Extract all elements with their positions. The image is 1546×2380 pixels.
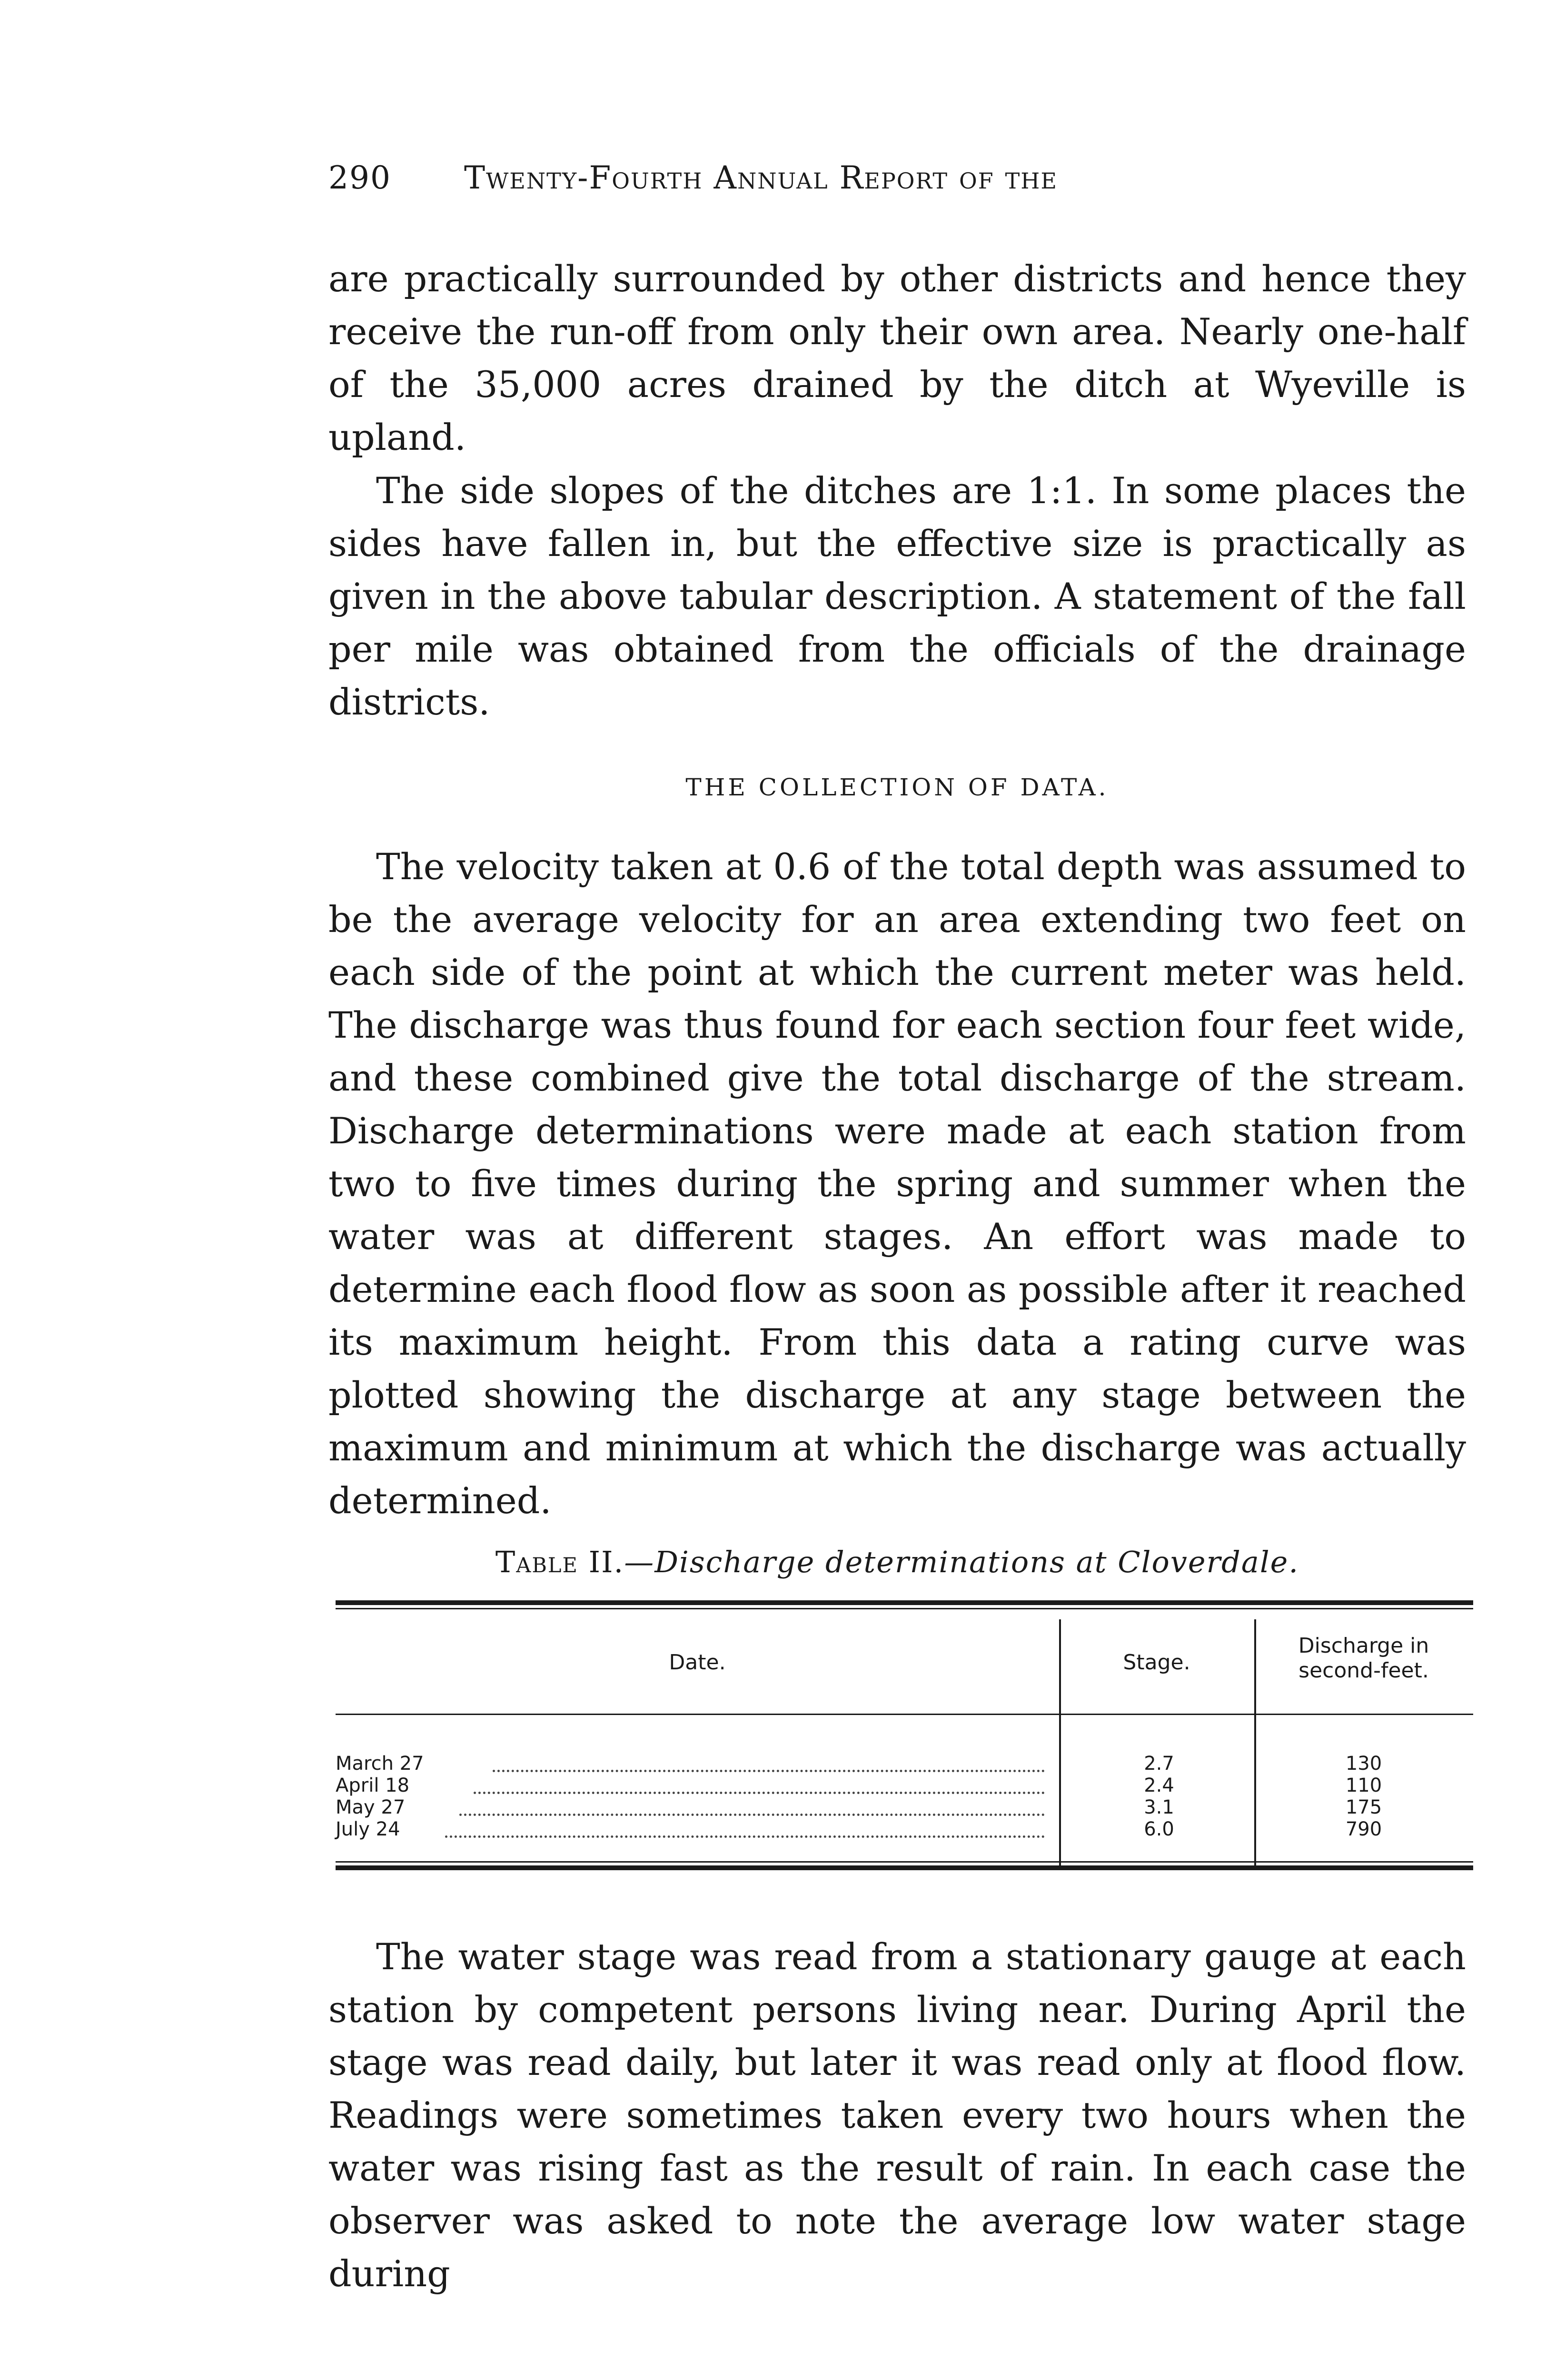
paragraph-water-stage-text: The water stage was read from a stationary gauge at each station by competent persons living near. During April the stage was read daily, but later it was read only at flood flow. Readings were sometimes taken every two hours when the water was rising fast as the result of rain. In each case the observer was asked to note the average low water stage during (328, 1935, 1466, 2295)
paragraph-side-slopes (328, 464, 1466, 728)
table-bottom-rule (336, 1865, 1473, 1870)
page-number: 290 (328, 159, 391, 196)
row-date: July 24 (336, 1818, 400, 1840)
paragraph-side-slopes-text: The side slopes of the ditches are 1:1. In some places the sides have fallen in, but the effective size is practically as given in the above tabular description. A statement of the fall per mile was obtained from the officials of the drainage districts. (328, 469, 1466, 723)
paragraph-water-stage (328, 1930, 1466, 2300)
row-stage: 2.4 (1144, 1775, 1174, 1796)
leader-dots (445, 1832, 1045, 1838)
row-stage: 3.1 (1144, 1796, 1174, 1818)
row-discharge: 175 (1345, 1796, 1382, 1818)
paragraph-velocity-text: The velocity taken at 0.6 of the total depth was assumed to be the average velocity for an area extending two feet on each side of the point at which the current meter was held. The discharge was thus found for each section four feet wide, and these combined give the total discharge of the stream. Discharge determinations were made at each station from two to five times during the spring and summer when the water was at different stages. An effort was made to determine each flood flow as soon as possible after it reached its maximum height. From this data a rating curve was plotted showing the discharge at any stage between the maximum and minimum at which the discharge was actually determined. (328, 845, 1466, 1522)
running-header (328, 159, 1328, 196)
row-discharge: 110 (1345, 1775, 1382, 1796)
leader-dots (493, 1766, 1045, 1772)
row-stage: 6.0 (1144, 1818, 1174, 1840)
table-row (336, 1818, 1473, 1840)
table-top-rule-thin (336, 1608, 1473, 1609)
row-discharge: 130 (1345, 1753, 1382, 1775)
table-caption-title: —Discharge determinations at Cloverdale. (624, 1545, 1299, 1579)
running-title: Twenty-Fourth Annual Report of the (464, 159, 1058, 196)
column-header-discharge: Discharge in second-feet. (1298, 1634, 1429, 1683)
leader-dots (459, 1810, 1045, 1816)
column-header-date: Date. (669, 1650, 726, 1675)
column-header-stage: Stage. (1123, 1650, 1190, 1675)
leader-dots (474, 1788, 1045, 1794)
table-row (336, 1775, 1473, 1796)
table-row (336, 1796, 1473, 1818)
table-row (336, 1753, 1473, 1775)
row-date: March 27 (336, 1753, 424, 1775)
table-bottom-rule-thin (336, 1861, 1473, 1863)
row-date: April 18 (336, 1775, 410, 1796)
paragraph-continued: are practically surrounded by other districts and hence they receive the run-off from only their own area. Nearly one-half of the 35,000 acres drained by the ditch at Wyeville is upland. (328, 258, 1466, 458)
section-heading: THE COLLECTION OF DATA. (685, 774, 1109, 801)
row-discharge: 790 (1345, 1818, 1382, 1840)
table-caption (328, 1545, 1466, 1579)
table-caption-label: Table II. (495, 1545, 624, 1579)
paragraph-velocity (328, 840, 1466, 1527)
discharge-table (336, 1600, 1473, 1879)
table-header-rule (336, 1714, 1473, 1715)
table-top-rule (336, 1600, 1473, 1605)
row-stage: 2.7 (1144, 1753, 1174, 1775)
row-date: May 27 (336, 1796, 406, 1818)
